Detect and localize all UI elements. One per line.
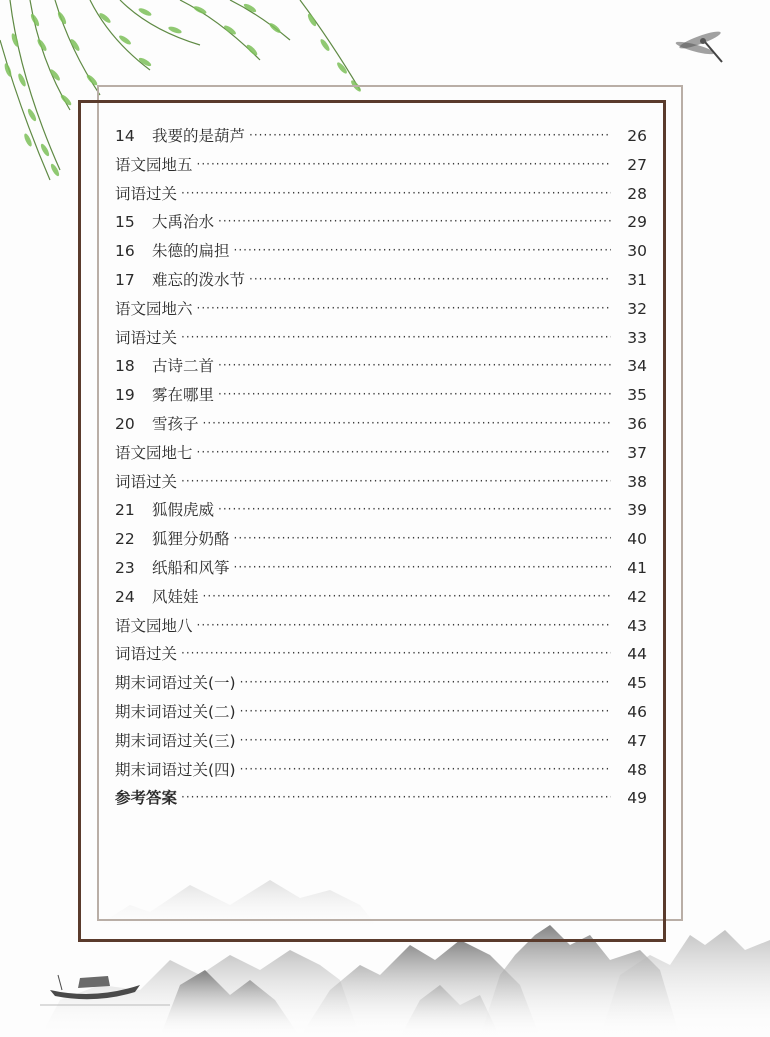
- toc-dot-leader: [181, 783, 611, 812]
- toc-entry-page: 44: [627, 645, 647, 664]
- toc-dot-leader: [197, 438, 611, 467]
- toc-entry-page: 40: [627, 530, 647, 549]
- toc-dot-leader: [203, 582, 611, 611]
- toc-entry-title: 狐假虎威: [152, 501, 215, 520]
- toc-entry-number: 15: [115, 213, 135, 232]
- toc-entry-page: 42: [627, 587, 647, 606]
- toc-dot-leader: [197, 150, 611, 179]
- toc-entry-page: 33: [627, 328, 647, 347]
- toc-entry[interactable]: [115, 468, 647, 497]
- toc-entry[interactable]: [115, 324, 647, 353]
- toc-entry[interactable]: [115, 295, 647, 324]
- toc-entry[interactable]: [115, 640, 647, 669]
- toc-entry-number: 18: [115, 357, 135, 376]
- toc-entry[interactable]: [115, 266, 647, 295]
- toc-dot-leader: [234, 524, 611, 553]
- toc-entry-title: 风娃娃: [152, 587, 199, 606]
- toc-entry-title: 词语过关: [115, 645, 178, 664]
- toc-entry[interactable]: [115, 554, 647, 583]
- toc-entry-number: 23: [115, 558, 135, 577]
- dragonfly-icon: [675, 29, 722, 62]
- toc-entry-page: 39: [627, 501, 647, 520]
- toc-entry-title: 语文园地七: [115, 443, 193, 462]
- toc-entry-number: 19: [115, 386, 135, 405]
- toc-entry-title: 难忘的泼水节: [152, 270, 246, 289]
- toc-entry-page: 35: [627, 386, 647, 405]
- toc-entry[interactable]: [115, 496, 647, 525]
- toc-entry-title: 雪孩子: [152, 414, 199, 433]
- toc-entry-title: 词语过关: [115, 472, 178, 491]
- toc-dot-leader: [218, 495, 611, 524]
- toc-entry-page: 28: [627, 184, 647, 203]
- toc-entry-title: 期末词语过关(一): [115, 674, 236, 693]
- toc-entry-title: 语文园地六: [115, 299, 193, 318]
- toc-dot-leader: [240, 668, 611, 697]
- toc-entry-page: 26: [627, 127, 647, 145]
- toc-dot-leader: [181, 467, 611, 496]
- toc-entry-number: 24: [115, 587, 135, 606]
- toc-entry-title: 期末词语过关(二): [115, 702, 236, 721]
- toc-entry-title: 朱德的扁担: [152, 242, 230, 261]
- toc-entry[interactable]: [115, 122, 647, 151]
- toc-entry[interactable]: [115, 439, 647, 468]
- toc-dot-leader: [249, 121, 611, 150]
- toc-dot-leader: [181, 179, 611, 208]
- toc-entry-page: 49: [627, 789, 647, 808]
- toc-dot-leader: [181, 639, 611, 668]
- toc-entry-title: 期末词语过关(四): [115, 760, 236, 779]
- toc-entry-title: 纸船和风筝: [152, 558, 230, 577]
- toc-entry-page: 48: [627, 760, 647, 779]
- toc-entry-page: 32: [627, 299, 647, 318]
- toc-entry-page: 37: [627, 443, 647, 462]
- toc-entry-title: 词语过关: [115, 184, 178, 203]
- toc-dot-leader: [240, 726, 611, 755]
- toc-entry-page: 27: [627, 155, 647, 174]
- toc-entry-title: 古诗二首: [152, 357, 215, 376]
- toc-entry-title: 雾在哪里: [152, 386, 215, 405]
- toc-dot-leader: [234, 553, 611, 582]
- toc-entry-title: 狐狸分奶酪: [152, 530, 230, 549]
- toc-entry-number: 21: [115, 501, 135, 520]
- toc-entry-title: 我要的是葫芦: [152, 127, 246, 145]
- toc-dot-leader: [218, 351, 611, 380]
- toc-entry[interactable]: [115, 208, 647, 237]
- table-of-contents: [115, 122, 647, 813]
- toc-entry-title: 词语过关: [115, 328, 178, 347]
- toc-entry[interactable]: [115, 352, 647, 381]
- toc-entry-title: 语文园地五: [115, 155, 193, 174]
- toc-dot-leader: [197, 611, 611, 640]
- toc-entry-page: 30: [627, 242, 647, 261]
- toc-entry-title: 大禹治水: [152, 213, 215, 232]
- toc-dot-leader: [234, 236, 611, 265]
- toc-entry-number: 16: [115, 242, 135, 261]
- toc-entry-title: 语文园地八: [115, 616, 193, 635]
- toc-entry-page: 43: [627, 616, 647, 635]
- toc-entry-number: 20: [115, 414, 135, 433]
- toc-entry-title: 参考答案: [115, 789, 178, 808]
- toc-dot-leader: [203, 409, 611, 438]
- toc-entry[interactable]: [115, 669, 647, 698]
- toc-entry-title: 期末词语过关(三): [115, 731, 236, 750]
- toc-dot-leader: [249, 265, 611, 294]
- toc-entry-page: 46: [627, 702, 647, 721]
- toc-dot-leader: [181, 323, 611, 352]
- toc-entry-page: 38: [627, 472, 647, 491]
- toc-dot-leader: [218, 207, 611, 236]
- toc-dot-leader: [197, 294, 611, 323]
- toc-dot-leader: [240, 755, 611, 784]
- toc-entry[interactable]: [115, 784, 647, 813]
- toc-entry-number: 14: [115, 127, 135, 145]
- toc-dot-leader: [218, 380, 611, 409]
- toc-entry[interactable]: [115, 151, 647, 180]
- toc-entry-page: 47: [627, 731, 647, 750]
- toc-entry[interactable]: [115, 756, 647, 785]
- toc-entry-page: 34: [627, 357, 647, 376]
- toc-entry[interactable]: [115, 612, 647, 641]
- toc-entry[interactable]: [115, 727, 647, 756]
- toc-entry[interactable]: [115, 698, 647, 727]
- toc-entry[interactable]: [115, 180, 647, 209]
- toc-entry-number: 22: [115, 530, 135, 549]
- toc-entry-page: 36: [627, 414, 647, 433]
- toc-entry-page: 45: [627, 674, 647, 693]
- toc-dot-leader: [240, 697, 611, 726]
- toc-entry[interactable]: [115, 525, 647, 554]
- toc-entry[interactable]: [115, 583, 647, 612]
- toc-entry[interactable]: [115, 237, 647, 266]
- toc-entry-page: 31: [627, 270, 647, 289]
- toc-entry-page: 41: [627, 558, 647, 577]
- toc-entry[interactable]: [115, 410, 647, 439]
- toc-entry[interactable]: [115, 381, 647, 410]
- toc-entry-number: 17: [115, 270, 135, 289]
- toc-entry-page: 29: [627, 213, 647, 232]
